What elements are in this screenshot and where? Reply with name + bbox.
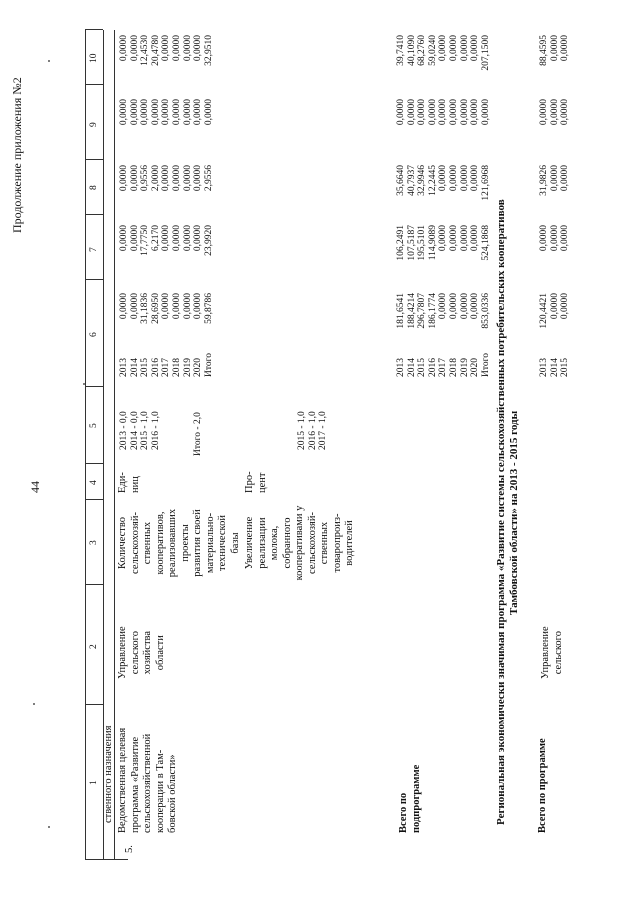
years-column: 2013 2014 2015 2016 2017 2018 2019 2020 Итого	[119, 352, 214, 377]
header-row-text: ственного назначения	[103, 725, 114, 823]
target-values-1: 2013 - 0,0 2014 - 0,0 2015 - 1,0 2016 - 1,0 Итого - 2,0	[119, 411, 204, 456]
column-number: 1	[89, 780, 99, 785]
target-values-2: 2015 - 1,0 2016 - 1,0 2017 - 1,0	[297, 411, 329, 450]
funds-total-column: 0,0000 0,0000 31,1836 28,6950 0,0000 0,0000 0,0000 0,0000 59,8786	[119, 293, 214, 324]
executor-name: Управление сельского хозяйства области	[117, 626, 166, 679]
subtotal-column-7: 106,2491 107,5187 195,5101 114,9089 0,0000 0,0000 0,0000 0,0000 524,1868	[396, 225, 491, 261]
unit-2: Про- цент	[244, 471, 268, 493]
funds-column-8: 0,0000 0,0000 0,9556 2,0000 0,0000 0,0000 0,0000 0,0000 2,9556	[119, 165, 214, 192]
funds-column-7: 0,0000 0,0000 17,7750 6,2170 0,0000 0,0000 0,0000 0,0000 23,9920	[119, 225, 214, 256]
scan-speck	[33, 703, 35, 705]
column-number: 6	[89, 332, 99, 337]
subprogram-total-label: Всего по подпрограмме	[398, 764, 422, 833]
program-column-9: 0,0000 0,0000 0,0000	[539, 99, 571, 126]
program-column-8: 31,9826 0,0000 0,0000	[539, 165, 571, 196]
program-executor: Управление сельского	[540, 626, 564, 679]
continuation-label: Продолжение приложения №2	[10, 77, 24, 233]
program-name: Ведомственная целевая программа «Развитие сельскохозяйственной кооперации в Там- бовской области»	[117, 727, 178, 833]
funds-column-9: 0,0000 0,0000 0,0000 0,0000 0,0000 0,0000 0,0000 0,0000 0,0000	[119, 99, 214, 126]
page-number: 44	[28, 481, 42, 493]
indicator-1: Количество сельскохозяй- ственных кооперативов, реализовавших проекты развития своей материально- технической базы	[117, 508, 241, 578]
column-number: 5	[89, 423, 99, 428]
program-years-column: 2013 2014 2015	[539, 358, 571, 377]
column-number: 2	[89, 644, 99, 649]
subtotal-column-10: 39,7410 40,1090 68,2760 59,0240 0,0000 0,0000 0,0000 0,0000 207,1500	[396, 35, 491, 71]
program-column-6: 120,4421 0,0000 0,0000	[539, 293, 571, 329]
column-number: 4	[89, 480, 99, 485]
subtotal-column-6: 181,6541 188,4214 296,7807 186,1774 0,0000 0,0000 0,0000 0,0000 853,0336	[396, 293, 491, 329]
indicator-2: Увеличение реализации молока, собранного кооперативами у сельскохозяй- ственных товаропроиз- водителей	[244, 505, 355, 581]
column-number: 8	[89, 185, 99, 190]
regional-program-heading: Региональная экономически значимая программа «Развитие системы сельскохозяйственных потребительских кооперативов	[495, 199, 507, 825]
column-number: 3	[89, 540, 99, 545]
scan-speck	[48, 826, 50, 828]
subtotal-column-8: 35,6640 40,7937 32,9946 12,2445 0,0000 0,0000 0,0000 0,0000 121,6968	[396, 165, 491, 201]
column-number: 10	[89, 53, 99, 63]
regional-program-heading-line2: Тамбовской области» на 2013 - 2015 годы	[508, 410, 520, 615]
unit-1: Еди- ниц	[117, 472, 141, 493]
column-number: 7	[89, 247, 99, 252]
subtotal-years-column: 2013 2014 2015 2016 2017 2018 2019 2020 Итого	[396, 352, 491, 377]
row-number: 5.	[124, 845, 135, 853]
program-total-label: Всего по программе	[537, 738, 548, 833]
column-number: 9	[89, 122, 99, 127]
subtotal-column-9: 0,0000 0,0000 0,0000 0,0000 0,0000 0,0000 0,0000 0,0000 0,0000	[396, 99, 491, 126]
scan-speck	[48, 60, 50, 62]
funds-column-10: 0,0000 0,0000 12,4530 20,4780 0,0000 0,0000 0,0000 0,0000 32,9510	[119, 35, 214, 66]
program-column-7: 0,0000 0,0000 0,0000	[539, 225, 571, 252]
program-column-10: 88,4595 0,0000 0,0000	[539, 35, 571, 66]
